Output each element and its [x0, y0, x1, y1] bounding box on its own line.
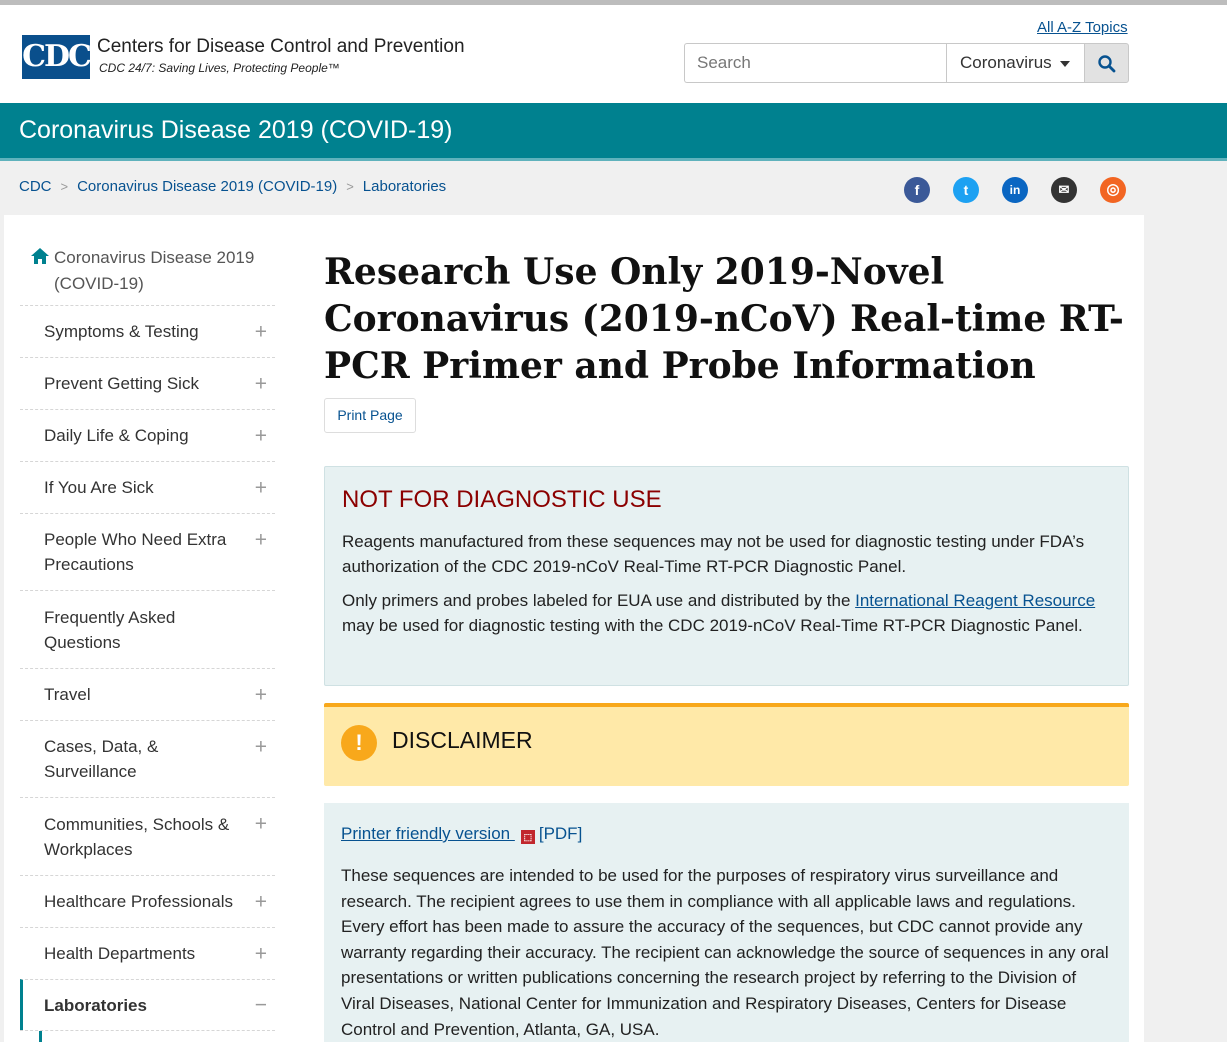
caret-down-icon — [1060, 61, 1070, 67]
sidebar-item-extra-precautions[interactable] — [20, 513, 275, 590]
search-scope-value: Coronavirus — [960, 53, 1052, 72]
disclaimer-title[interactable]: DISCLAIMER — [392, 727, 533, 753]
breadcrumb-item-covid[interactable]: Coronavirus Disease 2019 (COVID-19) — [77, 178, 338, 195]
org-name[interactable]: Centers for Disease Control and Prevention — [97, 36, 465, 57]
sidebar-item-label: Healthcare Professionals — [44, 892, 233, 911]
sidebar-item-label: If You Are Sick — [44, 478, 154, 497]
topic-bar — [0, 103, 1227, 161]
cdc-logo[interactable]: CDC — [22, 35, 90, 79]
notice-heading: NOT FOR DIAGNOSTIC USE — [342, 486, 662, 513]
sidebar-item-if-you-are-sick[interactable] — [20, 461, 275, 513]
breadcrumb-separator: > — [346, 179, 354, 194]
sidebar-item-label: Travel — [44, 685, 91, 704]
linkedin-icon[interactable]: in — [1002, 177, 1028, 203]
sidebar-item-laboratories[interactable] — [20, 979, 275, 1030]
sequence-disclaimer-text: These sequences are intended to be used for the purposes of respiratory virus surveillance and research. The recipient agrees to use them in compliance with all applicable laws and regulations. Every effort has been made to assure the accuracy of the sequences, but CDC cannot provide any warranty regarding their accuracy. The recipient can acknowledge the source of sequences in any oral presentations or written publications concerning the research project by referring to the Division of Viral Diseases, National Center for Immunization and Respiratory Diseases, Centers for Disease Control and Prevention, Atlanta, GA, USA. — [341, 866, 1109, 1039]
expand-icon[interactable]: + — [254, 372, 267, 395]
disclaimer-accordion[interactable] — [324, 703, 1129, 786]
expand-icon[interactable]: + — [254, 320, 267, 343]
warning-icon: ! — [341, 725, 377, 761]
search-input[interactable]: Search — [684, 43, 947, 83]
breadcrumb-item-laboratories[interactable]: Laboratories — [362, 178, 447, 195]
collapse-icon[interactable]: − — [254, 993, 267, 1017]
tagline: CDC 24/7: Saving Lives, Protecting People™ — [99, 61, 340, 75]
printer-friendly-row — [341, 821, 1112, 846]
sidebar-item-label: Prevent Getting Sick — [44, 374, 199, 393]
topic-title[interactable]: Coronavirus Disease 2019 (COVID-19) — [19, 116, 453, 144]
sidebar-item-daily-life[interactable] — [20, 409, 275, 461]
sidebar-item-label: Laboratories — [44, 995, 147, 1015]
sidebar-divider — [20, 1030, 275, 1031]
expand-icon[interactable]: + — [254, 424, 267, 447]
sidebar-item-health-departments[interactable] — [20, 927, 275, 979]
home-icon — [30, 247, 50, 265]
printer-friendly-link[interactable]: Printer friendly version — [341, 824, 515, 843]
sidebar-item-healthcare-professionals[interactable] — [20, 875, 275, 927]
sidebar-item-label: Cases, Data, & Surveillance — [44, 737, 159, 781]
breadcrumb-row — [0, 161, 1227, 215]
search-button[interactable] — [1084, 43, 1129, 83]
sidebar-item-communities[interactable] — [20, 797, 275, 875]
email-icon[interactable]: ✉ — [1051, 177, 1077, 203]
search-scope-select[interactable] — [946, 43, 1085, 83]
facebook-icon[interactable]: f — [904, 177, 930, 203]
international-reagent-resource-link[interactable]: International Reagent Resource — [855, 591, 1096, 610]
diagnostic-notice — [324, 466, 1129, 686]
expand-icon[interactable]: + — [254, 476, 267, 499]
expand-icon[interactable]: + — [254, 942, 267, 965]
sidebar-item-travel[interactable] — [20, 668, 275, 720]
az-topics-link[interactable]: All A-Z Topics — [1037, 19, 1128, 36]
pdf-label: [PDF] — [538, 824, 583, 843]
expand-icon[interactable]: + — [254, 735, 267, 759]
site-header — [0, 5, 1227, 103]
breadcrumb-item-cdc[interactable]: CDC — [19, 178, 52, 195]
sidebar-item-label: Frequently Asked Questions — [44, 607, 176, 652]
sidebar-item-label: Communities, Schools & Workplaces — [44, 814, 230, 859]
twitter-icon[interactable]: t — [953, 177, 979, 203]
expand-icon[interactable]: + — [254, 683, 267, 706]
sidebar-home-link[interactable] — [30, 245, 280, 297]
sidebar-item-cases-data[interactable] — [20, 720, 275, 797]
expand-icon[interactable]: + — [254, 890, 267, 913]
page-title: Research Use Only 2019-Novel Coronavirus (2019-nCoV) Real-time RT-PCR Primer and Probe Information — [324, 251, 1124, 387]
breadcrumb — [19, 178, 446, 195]
sidebar-subnav-indicator — [39, 1031, 42, 1042]
sidebar-item-label: Symptoms & Testing — [44, 322, 199, 341]
print-page-button[interactable]: Print Page — [324, 398, 416, 433]
sidebar-item-symptoms-testing[interactable] — [20, 305, 275, 357]
content-card — [4, 215, 1144, 1042]
expand-icon[interactable]: + — [254, 528, 267, 552]
notice-paragraph-2: Only primers and probes labeled for EUA use and distributed by the International Reagent Resource may be used for diagnostic testing with the CDC 2019-nCoV Real-Time RT-PCR Diagnostic Panel. — [342, 591, 1096, 635]
breadcrumb-separator: > — [60, 179, 69, 194]
sidebar-item-label: People Who Need Extra Precautions — [44, 530, 227, 574]
sidebar-home-label: Coronavirus Disease 2019 (COVID-19) — [54, 248, 255, 293]
search-icon — [1097, 54, 1117, 74]
sequence-info-box — [324, 803, 1129, 1042]
pdf-icon: ⬚ — [521, 830, 535, 844]
syndicate-icon[interactable]: ◎ — [1100, 177, 1126, 203]
notice-paragraph-1: Reagents manufactured from these sequences may not be used for diagnostic testing under FDA’s authorization of the CDC 2019-nCoV Real-Time RT-PCR Diagnostic Panel. — [342, 532, 1085, 576]
sidebar-item-label: Health Departments — [44, 944, 196, 963]
sidebar-item-faq[interactable] — [20, 590, 275, 668]
sidebar-item-prevent-getting-sick[interactable] — [20, 357, 275, 409]
right-gutter — [1144, 215, 1227, 1042]
sidebar-item-label: Daily Life & Coping — [44, 426, 189, 445]
expand-icon[interactable]: + — [254, 812, 267, 836]
